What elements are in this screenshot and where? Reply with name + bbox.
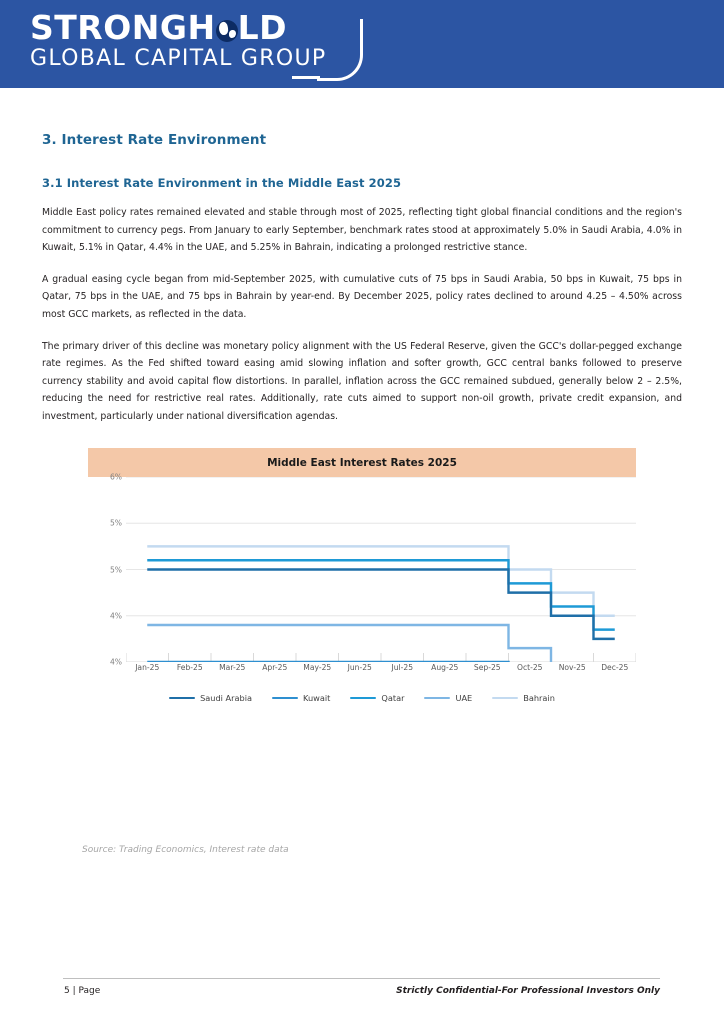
- logo-swoosh-icon: [317, 19, 363, 81]
- legend-label: UAE: [455, 693, 473, 703]
- chart-series-line-bahrain: [147, 546, 615, 615]
- section-title: 3. Interest Rate Environment: [42, 132, 267, 148]
- paragraph-3: The primary driver of this decline was monetary policy alignment with the US Federal Reserve, given the GCC's dollar-pegged exchange rate regimes. As the Fed shifted toward easing amid slowing inflation and softer growth, GCC central banks followed to preserve currency stability and avoid capital flow distortions. In parallel, inflation across the GCC remained subdued, generally below 2 – 2.5%, reducing the need for restrictive real rates. Additionally, rate cuts aimed to support non-oil growth, private credit expansion, and investment, particularly under national diversification agendas.: [42, 340, 682, 422]
- legend-item-qatar[interactable]: [350, 693, 404, 703]
- y-axis-tick-label: 4%: [109, 657, 122, 667]
- legend-item-uae[interactable]: [424, 693, 472, 703]
- chart-title-band: [88, 448, 636, 477]
- brand-header-band: [0, 0, 724, 88]
- y-axis-tick-label: 5%: [109, 565, 122, 574]
- x-axis-tick-label: Apr-25: [262, 663, 288, 672]
- paragraph-1: Middle East policy rates remained elevated and stable through most of 2025, reflecting tight global financial conditions and the region's commitment to currency pegs. From January to early September, benchmark rates stood at approximately 5.0% in Saudi Arabia, 4.0% in Kuwait, 5.1% in Qatar, 4.4% in the UAE, and 5.25% in Bahrain, indicating a prolonged restrictive stance.: [42, 207, 682, 254]
- x-axis-tick-label: Sep-25: [473, 663, 501, 672]
- logo-dash-icon: [292, 76, 320, 79]
- x-axis-tick-label: Nov-25: [558, 663, 586, 672]
- x-axis-tick-label: Jun-25: [347, 663, 372, 672]
- legend-color-swatch: [169, 697, 195, 700]
- logo-tagline: GLOBAL CAPITAL GROUP: [30, 46, 327, 71]
- y-axis-tick-label: 5%: [109, 518, 122, 528]
- legend-label: Bahrain: [523, 693, 555, 703]
- legend-item-saudi-arabia[interactable]: [169, 693, 252, 703]
- document-body: [0, 88, 724, 426]
- x-axis-tick-label: Mar-25: [219, 663, 246, 672]
- confidentiality-notice: Strictly Confidential-For Professional Investors Only: [396, 986, 660, 996]
- logo-wordmark: [30, 10, 360, 46]
- legend-item-bahrain[interactable]: [492, 693, 555, 703]
- x-axis-tick-label: May-25: [303, 663, 332, 672]
- x-axis-tick-label: Dec-25: [601, 663, 629, 672]
- y-axis-tick-label: 4%: [109, 611, 122, 621]
- legend-label: Kuwait: [303, 693, 331, 703]
- legend-color-swatch: [272, 697, 298, 700]
- chart-series-line-saudi-arabia: [147, 570, 615, 639]
- page-number: 5 | Page: [64, 986, 101, 996]
- x-axis-tick-label: Jan-25: [135, 663, 160, 672]
- company-logo: [30, 10, 360, 82]
- x-axis-tick-label: Jul-25: [391, 663, 414, 672]
- legend-color-swatch: [424, 697, 450, 700]
- legend-color-swatch: [350, 697, 376, 700]
- legend-label: Qatar: [381, 693, 405, 703]
- chart-source-note: Source: Trading Economics, Interest rate data: [82, 845, 289, 855]
- chart-plot-area: [126, 477, 636, 662]
- paragraph-2: A gradual easing cycle began from mid-September 2025, with cumulative cuts of 75 bps in Saudi Arabia, 50 bps in Kuwait, 75 bps in Qatar, 75 bps in the UAE, and 75 bps in Bahrain by year-end. By December 2025, policy rates declined to around 4.25 – 4.50% across most GCC markets, as reflected in the data.: [42, 273, 682, 320]
- logo-wordmark-part1: STRONGH: [30, 8, 216, 47]
- x-axis-tick-label: Feb-25: [176, 663, 203, 672]
- x-axis-labels: [126, 663, 636, 679]
- x-axis-tick-label: Aug-25: [431, 663, 459, 672]
- logo-wordmark-part2: LD: [237, 8, 287, 47]
- y-axis-labels: [88, 472, 122, 677]
- globe-icon: [216, 20, 238, 42]
- chart-plot-wrapper: [88, 472, 636, 677]
- chart-title: Middle East Interest Rates 2025: [267, 456, 457, 469]
- footer-divider: [63, 978, 660, 979]
- legend-label: Saudi Arabia: [200, 693, 253, 703]
- interest-rates-chart: [88, 448, 636, 703]
- legend-item-kuwait[interactable]: [272, 693, 330, 703]
- chart-legend: [88, 693, 636, 703]
- x-axis-tick-label: Oct-25: [516, 663, 543, 672]
- chart-svg: [126, 477, 636, 662]
- subsection-title: 3.1 Interest Rate Environment in the Middle East 2025: [42, 176, 402, 190]
- y-axis-tick-label: 6%: [109, 472, 122, 482]
- legend-color-swatch: [492, 697, 518, 700]
